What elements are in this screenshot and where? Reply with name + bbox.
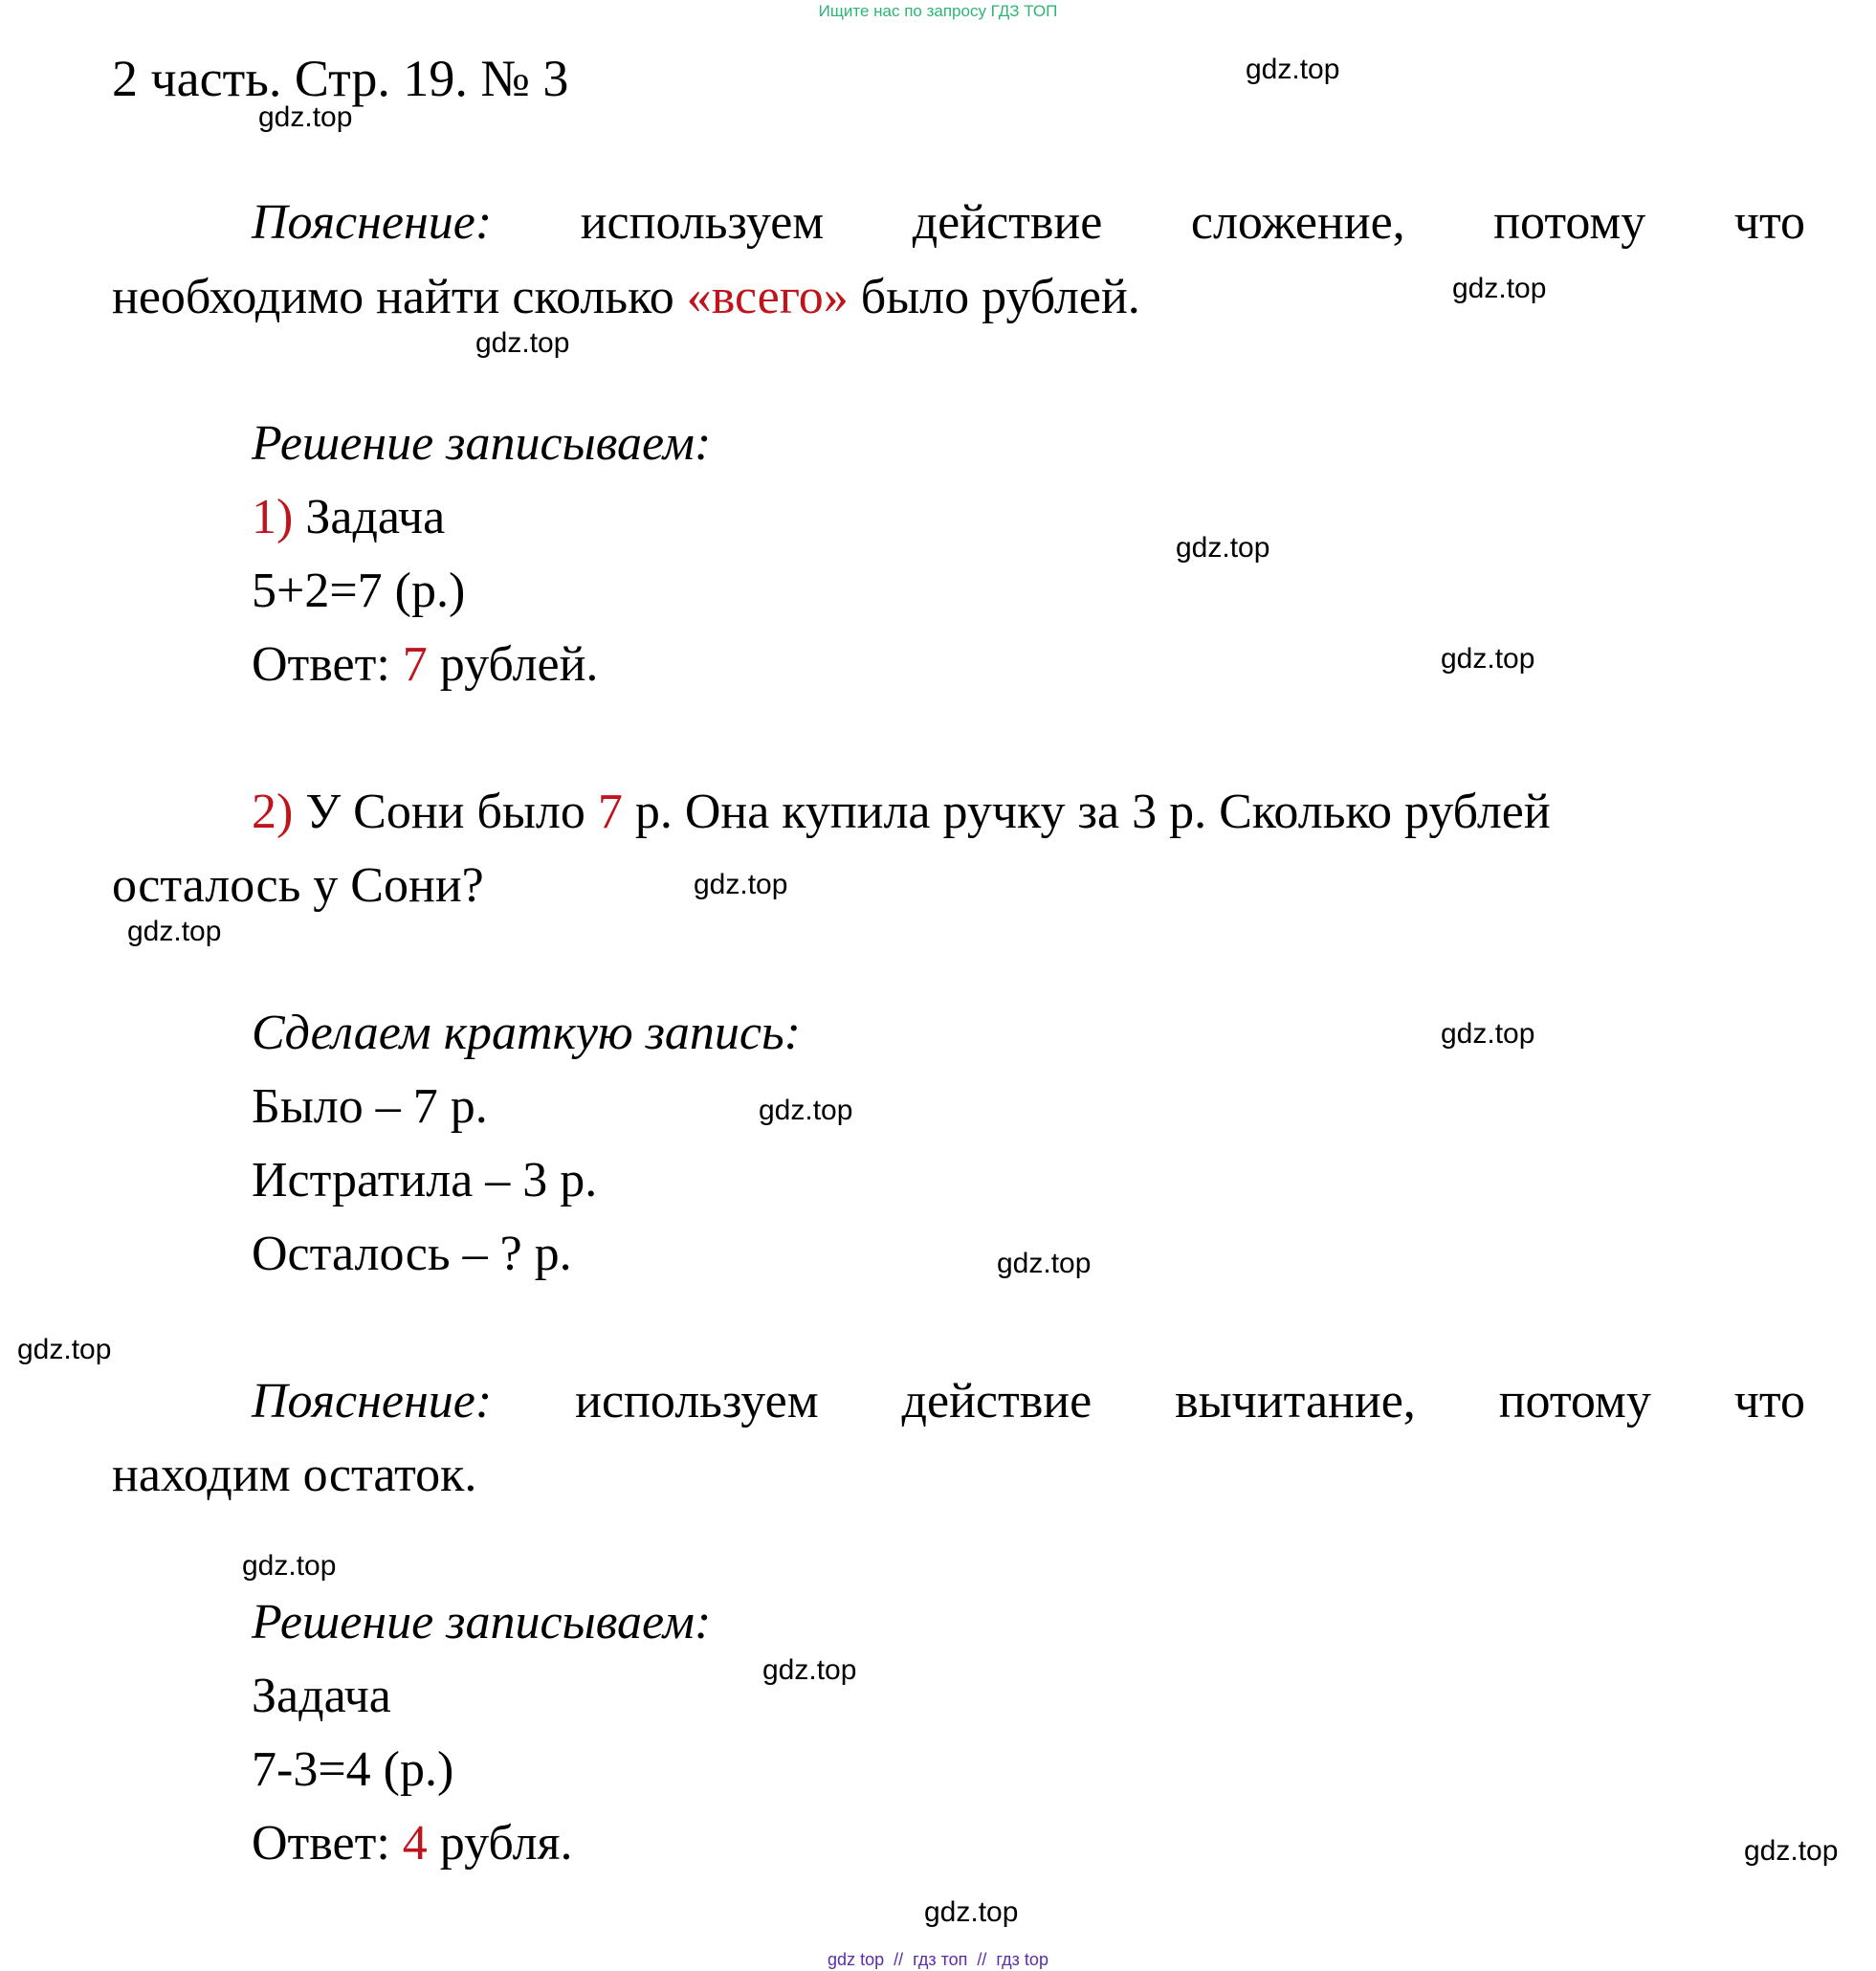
short-record-heading: Сделаем краткую запись:	[252, 1006, 801, 1060]
solution-1-answer-unit: рублей.	[427, 637, 599, 692]
watermark: gdz.top	[759, 1095, 853, 1126]
problem-2-text: У Сони было	[293, 785, 598, 839]
page-title: 2 часть. Стр. 19. № 3	[112, 50, 569, 107]
watermark: gdz.top	[762, 1654, 857, 1686]
watermark: gdz.top	[242, 1550, 337, 1582]
problem-2-value: 7	[597, 785, 623, 839]
problem-2-text-end: р. Она купила ручку за 3 р. Сколько рублей	[622, 785, 1551, 839]
solution-1-equation: 5+2=7 (р.)	[252, 564, 466, 618]
explanation-1-text-end: было рублей.	[848, 270, 1140, 324]
explanation-2-label: Пояснение:	[252, 1374, 493, 1428]
explanation-2-line-2: находим остаток.	[112, 1448, 477, 1502]
explanation-2-word: что	[1733, 1374, 1805, 1428]
short-record-line: Истратила – 3 р.	[252, 1153, 598, 1207]
explanation-1-word: сложение,	[1190, 195, 1405, 250]
short-record-line: Осталось – ? р.	[252, 1227, 572, 1281]
explanation-1-text: необходимо найти сколько	[112, 270, 687, 324]
explanation-1-highlight: «всего»	[686, 270, 849, 324]
explanation-1-line-1	[112, 195, 1805, 250]
problem-2-number: 2)	[252, 785, 294, 839]
watermark: gdz.top	[258, 101, 353, 133]
footer-links: gdz top // гдз топ // гдз top	[828, 1950, 1048, 1969]
solution-1-task-label: Задача	[293, 490, 446, 544]
explanation-2-word: потому	[1498, 1374, 1651, 1428]
top-banner: Ищите нас по запросу ГДЗ ТОП	[818, 2, 1058, 20]
solution-2-answer-unit: рубля.	[427, 1816, 573, 1871]
watermark: gdz.top	[694, 869, 788, 900]
solution-2-answer-value: 4	[402, 1816, 428, 1871]
solution-1-task	[252, 490, 446, 544]
solution-2-answer-label: Ответ:	[252, 1816, 403, 1871]
watermark: gdz.top	[1246, 54, 1340, 85]
explanation-2-word: вычитание,	[1175, 1374, 1416, 1428]
explanation-2-line-1	[112, 1374, 1805, 1428]
watermark: gdz.top	[475, 327, 570, 359]
short-record-line: Было – 7 р.	[252, 1079, 488, 1134]
explanation-2-word: используем	[575, 1374, 819, 1428]
watermark: gdz.top	[1441, 1018, 1535, 1050]
watermark: gdz.top	[127, 916, 222, 947]
solution-2-heading: Решение записываем:	[252, 1595, 712, 1650]
watermark: gdz.top	[1176, 532, 1270, 564]
watermark: gdz.top	[924, 1896, 1019, 1928]
solution-1-answer-label: Ответ:	[252, 637, 403, 692]
solution-1-heading: Решение записываем:	[252, 416, 712, 471]
watermark: gdz.top	[1744, 1835, 1839, 1867]
explanation-1-word: что	[1733, 195, 1805, 250]
problem-2-line-1	[252, 787, 1551, 837]
solution-2-answer	[252, 1816, 573, 1871]
solution-2-task: Задача	[252, 1669, 391, 1723]
explanation-1-line-2	[112, 270, 1140, 324]
explanation-1-label: Пояснение:	[252, 195, 493, 250]
explanation-2-word: действие	[901, 1374, 1092, 1428]
solution-1-answer	[252, 637, 599, 692]
watermark: gdz.top	[1441, 643, 1535, 675]
explanation-1-word: потому	[1493, 195, 1646, 250]
solution-1-number: 1)	[252, 490, 294, 544]
solution-1-answer-value: 7	[402, 637, 428, 692]
problem-2-line-2: осталось у Сони?	[112, 858, 484, 913]
watermark: gdz.top	[1452, 273, 1547, 304]
watermark: gdz.top	[997, 1248, 1092, 1279]
explanation-1-word: используем	[580, 195, 825, 250]
solution-2-equation: 7-3=4 (р.)	[252, 1742, 454, 1797]
explanation-1-word: действие	[912, 195, 1103, 250]
watermark: gdz.top	[17, 1334, 112, 1365]
